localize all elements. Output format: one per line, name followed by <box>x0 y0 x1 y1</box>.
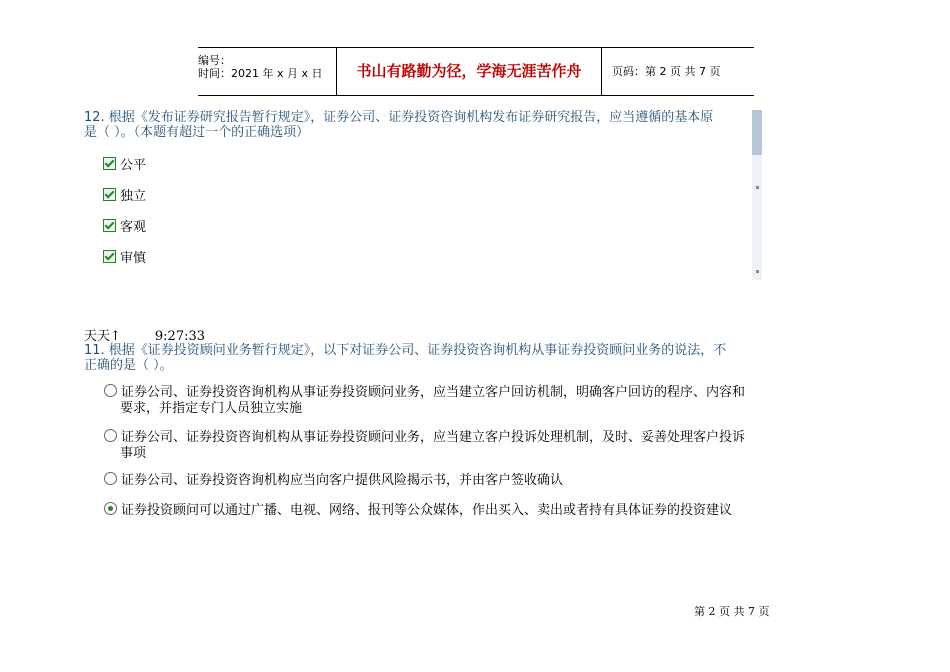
scroll-marker-icon <box>756 270 759 273</box>
option-checkbox-4[interactable]: 审慎 <box>103 247 146 266</box>
time-label: 时间：2021 年 x 月 x 日 <box>198 67 323 80</box>
question-12-line1: 12. 根据《发布证券研究报告暂行规定》，证券公司、证券投资咨询机构发布证券研究报告，应当遵循的基本原 <box>84 110 714 125</box>
number-label: 编号： <box>198 54 231 67</box>
radio-unselected-icon[interactable] <box>104 384 117 397</box>
scrollbar-thumb[interactable] <box>752 110 762 155</box>
status-line <box>84 325 205 344</box>
header-info <box>198 48 336 95</box>
option-checkbox-3[interactable]: 客观 <box>103 216 146 235</box>
option-checkbox-2[interactable]: 独立 <box>103 185 146 204</box>
radio-unselected-icon[interactable] <box>104 429 117 442</box>
scroll-marker-icon <box>756 186 759 189</box>
question-12-text <box>84 110 752 140</box>
checkbox-checked-icon[interactable] <box>103 157 116 170</box>
checkbox-checked-icon[interactable] <box>103 219 116 232</box>
user-name: 天天↑ <box>84 329 121 344</box>
option-radio-3[interactable]: 证券公司、证券投资咨询机构应当向客户提供风险揭示书，并由客户签收确认 <box>104 472 776 489</box>
scrollbar[interactable] <box>752 110 762 280</box>
option-radio-4[interactable]: 证券投资顾问可以通过广播、电视、网络、报刊等公众媒体，作出买入、卖出或者持有具体证券的投资建议 <box>104 502 776 519</box>
page-header <box>198 47 754 96</box>
option-radio-1[interactable]: 证券公司、证券投资咨询机构从事证券投资顾问业务，应当建立客户回访机制，明确客户回访的程序、内容和 要求，并指定专门人员独立实施 <box>104 384 776 417</box>
motto: 书山有路勤为径，学海无涯苦作舟 <box>336 48 602 95</box>
question-12-line2: 是（ ）。（本题有超过一个的正确选项） <box>84 125 310 140</box>
question-12-panel <box>84 110 752 280</box>
page-label: 页码：第 2 页 共 7 页 <box>612 65 721 78</box>
checkbox-checked-icon[interactable] <box>103 250 116 263</box>
option-checkbox-1[interactable]: 公平 <box>103 154 146 173</box>
radio-selected-icon[interactable] <box>104 502 117 515</box>
option-radio-2[interactable]: 证券公司、证券投资咨询机构从事证券投资顾问业务，应当建立客户投诉处理机制，及时、妥善处理客户投诉 事项 <box>104 429 776 462</box>
question-11-line2: 正确的是（ ）。 <box>84 358 173 373</box>
radio-unselected-icon[interactable] <box>104 472 117 485</box>
checkbox-checked-icon[interactable] <box>103 188 116 201</box>
question-11-text <box>84 343 774 373</box>
question-11-line1: 11. 根据《证券投资顾问业务暂行规定》，以下对证券公司、证券投资咨询机构从事证券投资顾问业务的说法，不 <box>84 343 727 358</box>
page-footer: 第 2 页 共 7 页 <box>694 605 770 618</box>
timer: 9:27:33 <box>154 329 206 344</box>
